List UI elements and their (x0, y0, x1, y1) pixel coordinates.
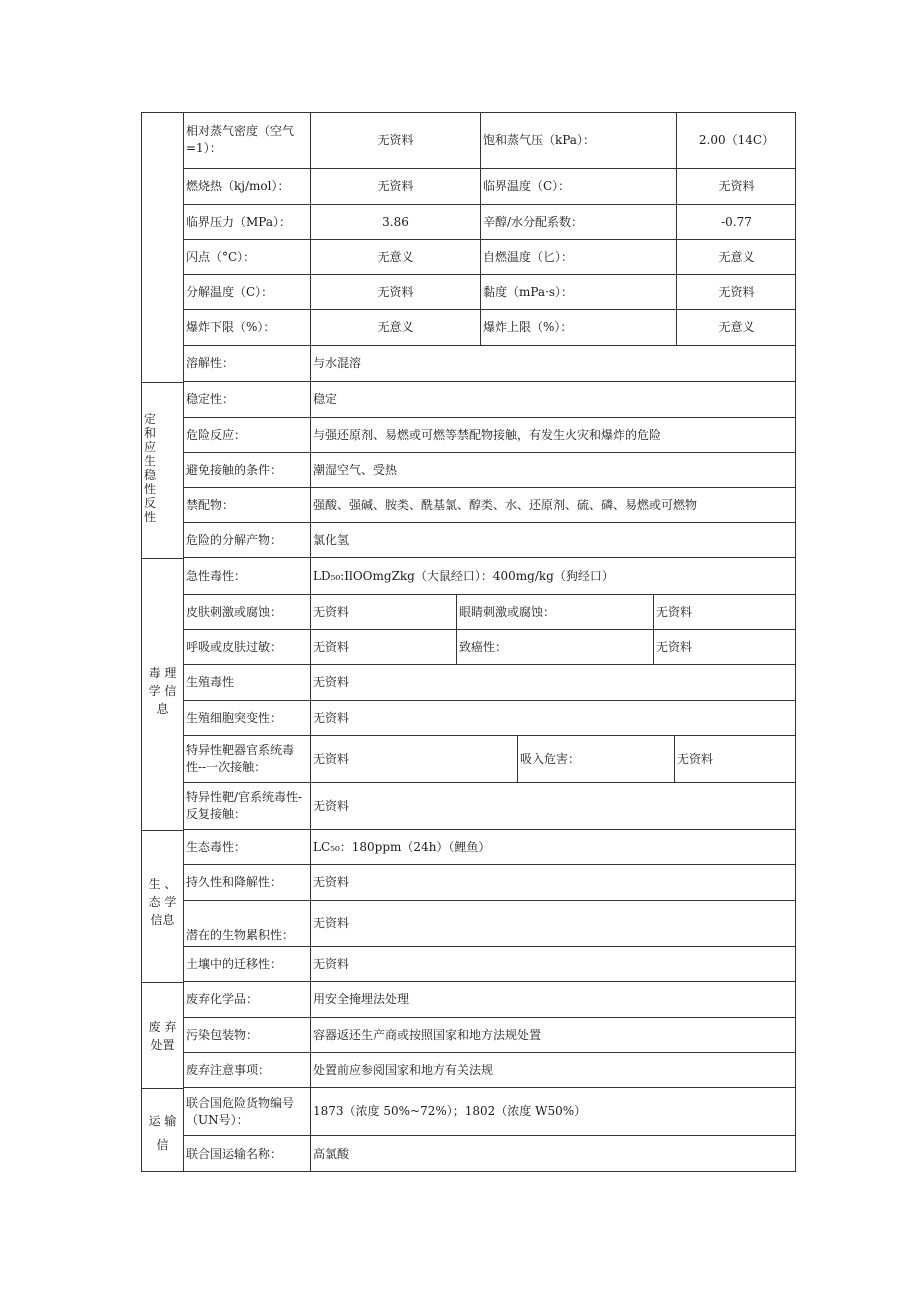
row-label: 危险反应： (186, 427, 247, 442)
row-value: 氯化氢 (310, 523, 796, 557)
row-label: 生殖毒性 (186, 675, 235, 689)
table-row (184, 1088, 796, 1136)
row-label: 自燃温度（匕）： (480, 240, 676, 274)
table-row (184, 310, 796, 346)
table-row (184, 701, 796, 736)
section-divider (141, 982, 184, 983)
table-row (184, 830, 796, 865)
table-row (184, 346, 796, 382)
row-value: 容器返还生产商或按照国家和地方法规处置 (310, 1018, 796, 1052)
row-value: LC₅₀：180ppm（24h）（鲤鱼） (310, 830, 796, 864)
row-value: 3.86 (310, 205, 480, 239)
table-row (184, 453, 796, 488)
table-row (184, 630, 796, 665)
row-value: 无资料 (310, 701, 796, 735)
table-row (184, 665, 796, 701)
row-value: 无资料 (674, 736, 796, 782)
table-row (184, 205, 796, 240)
row-value: 用安全掩埋法处理 (310, 982, 796, 1017)
row-value: 无资料 (310, 169, 480, 204)
row-label: 急性毒性： (186, 568, 247, 583)
row-value: 无资料 (676, 169, 796, 204)
row-label: 特异性靶器官系统毒性--一次接触： (186, 743, 295, 774)
row-label: 呼吸或皮肤过敏： (186, 639, 283, 654)
row-value: 高氯酸 (310, 1136, 796, 1172)
table-row (184, 1053, 796, 1088)
transport-section-label (141, 1112, 184, 1154)
row-value: 无意义 (676, 310, 796, 345)
row-label: 相对蒸气密度（空气=1）： (186, 124, 295, 155)
stability-section-text: 定和应生稳性反性 (143, 412, 156, 524)
disposal-label-line: 处置 (150, 1038, 175, 1052)
row-value: 无资料 (310, 630, 456, 664)
table-row (184, 382, 796, 418)
tox-label-line: 毒 理 (148, 666, 177, 680)
eco-label-line: 态 学 (148, 895, 177, 909)
row-label: 燃烧热（kj/mol）： (186, 179, 290, 193)
table-row (184, 982, 796, 1018)
table-row (184, 736, 796, 783)
row-label: 生态毒性： (186, 839, 247, 854)
row-value: LD₅₀:IlOOmgZkg（大鼠经口）：400mg/kg（狗经口） (310, 558, 796, 594)
disposal-label-line: 废 弃 (148, 1020, 177, 1034)
row-label: 临界温度（C）： (480, 169, 676, 204)
row-label: 致癌性： (456, 630, 653, 664)
table-row (184, 275, 796, 310)
row-label: 危险的分解产物： (186, 532, 283, 547)
row-label: 辛醇/水分配系数： (480, 205, 676, 239)
table-row (184, 901, 796, 947)
table-row (184, 523, 796, 558)
row-label: 避免接触的条件： (186, 462, 283, 477)
section-divider (141, 830, 184, 831)
table-row (184, 1136, 796, 1172)
row-label: 爆炸下限（%）： (186, 320, 276, 334)
table-row (184, 1018, 796, 1053)
row-value: 无资料 (653, 630, 796, 664)
row-value: 无资料 (310, 275, 480, 309)
row-value: 无资料 (310, 901, 796, 946)
row-label: 生殖细胞突变性： (186, 710, 283, 725)
row-label: 土壤中的迁移性： (186, 956, 283, 971)
row-label: 饱和蒸气压（kPa）： (480, 112, 676, 168)
ecology-section-label (141, 875, 184, 929)
disposal-section-label (141, 1018, 184, 1054)
row-label: 联合国危险货物编号（UN号）： (186, 1095, 295, 1127)
row-value: 无意义 (310, 240, 480, 274)
table-row (184, 418, 796, 453)
table-row (184, 488, 796, 523)
table-row (184, 558, 796, 595)
row-label: 黏度（mPa·s）： (480, 275, 676, 309)
row-label: 废弃注意事项： (186, 1062, 271, 1077)
row-label: 联合国运输名称： (186, 1146, 283, 1161)
row-value: -0.77 (676, 205, 796, 239)
row-label: 溶解性： (186, 356, 235, 370)
row-label: 眼睛刺激或腐蚀： (456, 595, 653, 629)
row-value: 无资料 (310, 865, 796, 900)
toxicology-section-label (141, 664, 184, 718)
row-label: 临界压力（MPa）： (186, 214, 291, 229)
row-value: 无资料 (310, 783, 796, 829)
section-divider (141, 1088, 184, 1089)
row-value: 稳定 (310, 382, 796, 417)
row-value: 无资料 (310, 112, 480, 168)
row-value: 强酸、强碱、胺类、酰基氯、醇类、水、还原剂、硫、磷、易燃或可燃物 (310, 488, 796, 522)
eco-label-line: 信息 (150, 913, 175, 927)
table-row (184, 865, 796, 901)
table-row (184, 240, 796, 275)
row-value: 无意义 (310, 310, 480, 345)
section-divider (141, 558, 184, 559)
stability-section-label (141, 412, 161, 524)
row-label: 废弃化学品： (186, 992, 259, 1006)
table-row (184, 595, 796, 630)
row-label: 污染包装物： (186, 1027, 259, 1042)
row-label: 稳定性： (186, 392, 235, 406)
row-label: 潜在的生物累积性： (186, 928, 295, 942)
section-divider (141, 382, 184, 383)
eco-label-line: 生 、 (148, 877, 177, 891)
table-row (184, 112, 796, 169)
row-value: 2.00（14C） (676, 112, 796, 168)
tox-label-line: 学 信 (148, 684, 177, 698)
row-value: 与水混溶 (310, 346, 796, 381)
row-label: 吸入危害： (517, 736, 674, 782)
row-value: 潮湿空气、受热 (310, 453, 796, 487)
row-label: 特异性靶/官系统毒性-反复接触： (186, 790, 303, 821)
row-value: 无资料 (310, 665, 796, 700)
transport-label-line: 运 输 (148, 1114, 177, 1128)
tox-label-line: 息 (156, 702, 169, 716)
row-label: 禁配物： (186, 497, 235, 512)
row-value: 无资料 (310, 947, 796, 981)
row-label: 爆炸上限（%）： (480, 310, 676, 345)
row-value: 无资料 (310, 595, 456, 629)
table-row (184, 783, 796, 830)
row-value: 无资料 (676, 275, 796, 309)
row-value: 1873（浓度 50%~72%）；1802（浓度 W50%） (310, 1088, 796, 1135)
row-label: 分解温度（C）： (186, 284, 274, 299)
row-label: 闪点（°C）： (186, 249, 256, 264)
row-value: 与强还原剂、易燃或可燃等禁配物接触，有发生火灾和爆炸的危险 (310, 418, 796, 452)
row-value: 无资料 (310, 736, 517, 782)
row-value: 无意义 (676, 240, 796, 274)
table-row (184, 947, 796, 982)
row-value: 处置前应参阅国家和地方有关法规 (310, 1053, 796, 1087)
row-label: 持久性和降解性： (186, 875, 283, 889)
row-value: 无资料 (653, 595, 796, 629)
row-label: 皮肤刺激或腐蚀： (186, 604, 283, 619)
msds-table (141, 112, 796, 1172)
transport-label-line: 信 (156, 1138, 169, 1152)
table-row (184, 169, 796, 205)
